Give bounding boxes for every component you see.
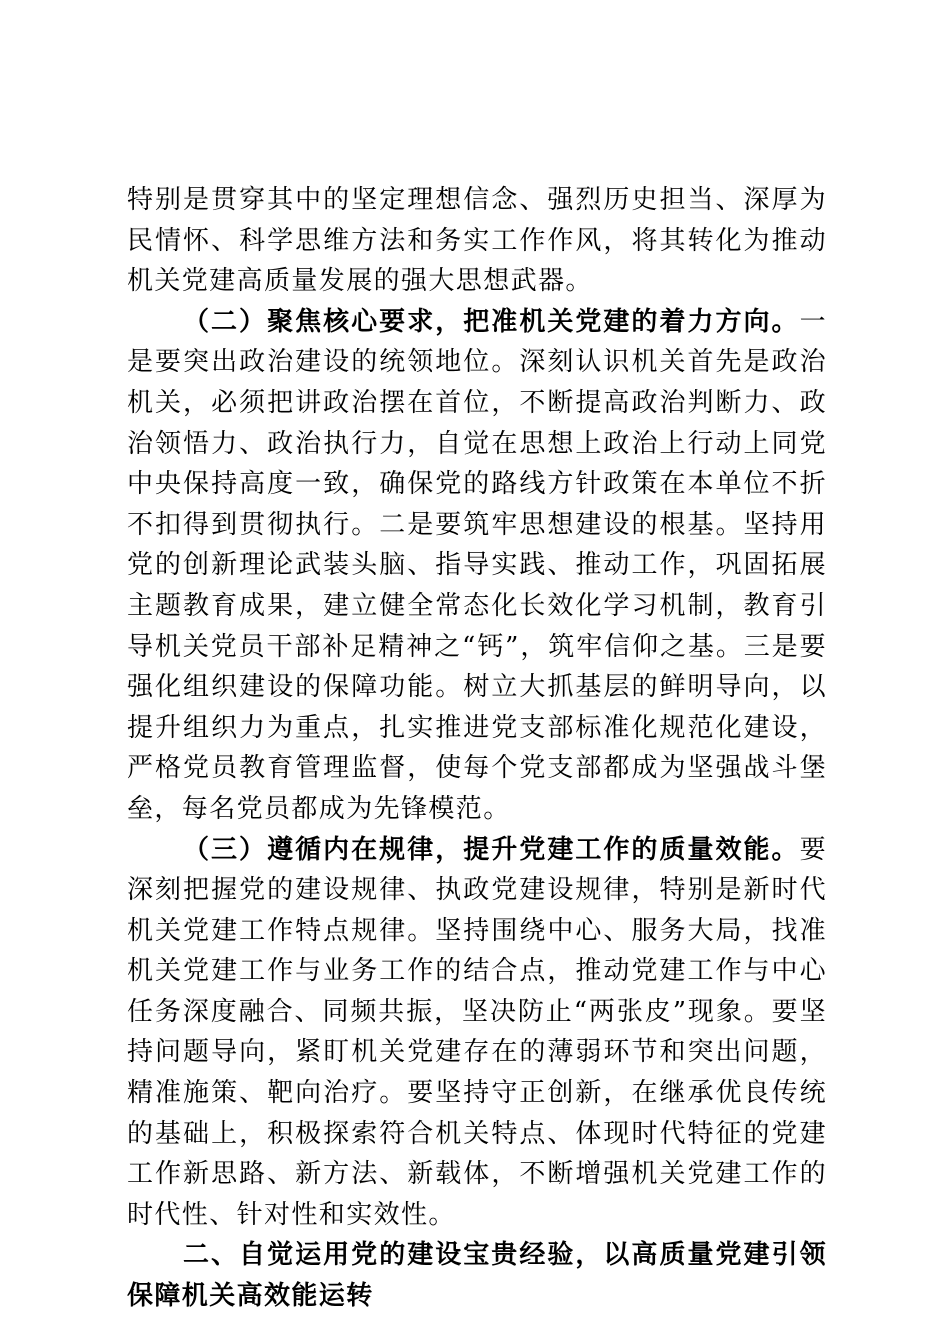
section-3-body: 要深刻把握党的建设规律、执政党建设规律，特别是新时代机关党建工作特点规律。坚持围绕中心、服务大局，找准机关党建工作与业务工作的结合点，推动党建工作与中心任务深度融合、同频共振，坚决防止“两张皮”现象。要坚持问题导向，紧盯机关党建存在的薄弱环节和突出问题，精准施策、靶向治疗。要坚持守正创新，在继承优良传统的基础上，积极探索符合机关特点、体现时代特征的党建工作新思路、新方法、新载体，不断增强机关党建工作的时代性、针对性和实效性。 xyxy=(127,834,827,1230)
section-2-heading: （二）聚焦核心要求，把准机关党建的着力方向。 xyxy=(183,306,800,337)
section-2-paragraph xyxy=(127,302,827,830)
section-2-body: 一是要突出政治建设的统领地位。深刻认识机关首先是政治机关，必须把讲政治摆在首位，不断提高政治判断力、政治领悟力、政治执行力，自觉在思想上政治上行动上同党中央保持高度一致，确保党的路线方针政策在本单位不折不扣得到贯彻执行。二是要筑牢思想建设的根基。坚持用党的创新理论武装头脑、指导实践、推动工作，巩固拓展主题教育成果，建立健全常态化长效化学习机制，教育引导机关党员干部补足精神之“钙”，筑牢信仰之基。三是要强化组织建设的保障功能。树立大抓基层的鲜明导向，以提升组织力为重点，扎实推进党支部标准化规范化建设，严格党员教育管理监督，使每个党支部都成为坚强战斗堡垒，每名党员都成为先锋模范。 xyxy=(127,306,827,824)
document-body xyxy=(127,180,827,1317)
section-3-paragraph xyxy=(127,830,827,1236)
section-3-heading: （三）遵循内在规律，提升党建工作的质量效能。 xyxy=(183,834,800,865)
continuation-paragraph: 特别是贯穿其中的坚定理想信念、强烈历史担当、深厚为民情怀、科学思维方法和务实工作作风，将其转化为推动机关党建高质量发展的强大思想武器。 xyxy=(127,185,827,297)
part-2-heading: 二、自觉运用党的建设宝贵经验，以高质量党建引领保障机关高效能运转 xyxy=(127,1240,827,1312)
